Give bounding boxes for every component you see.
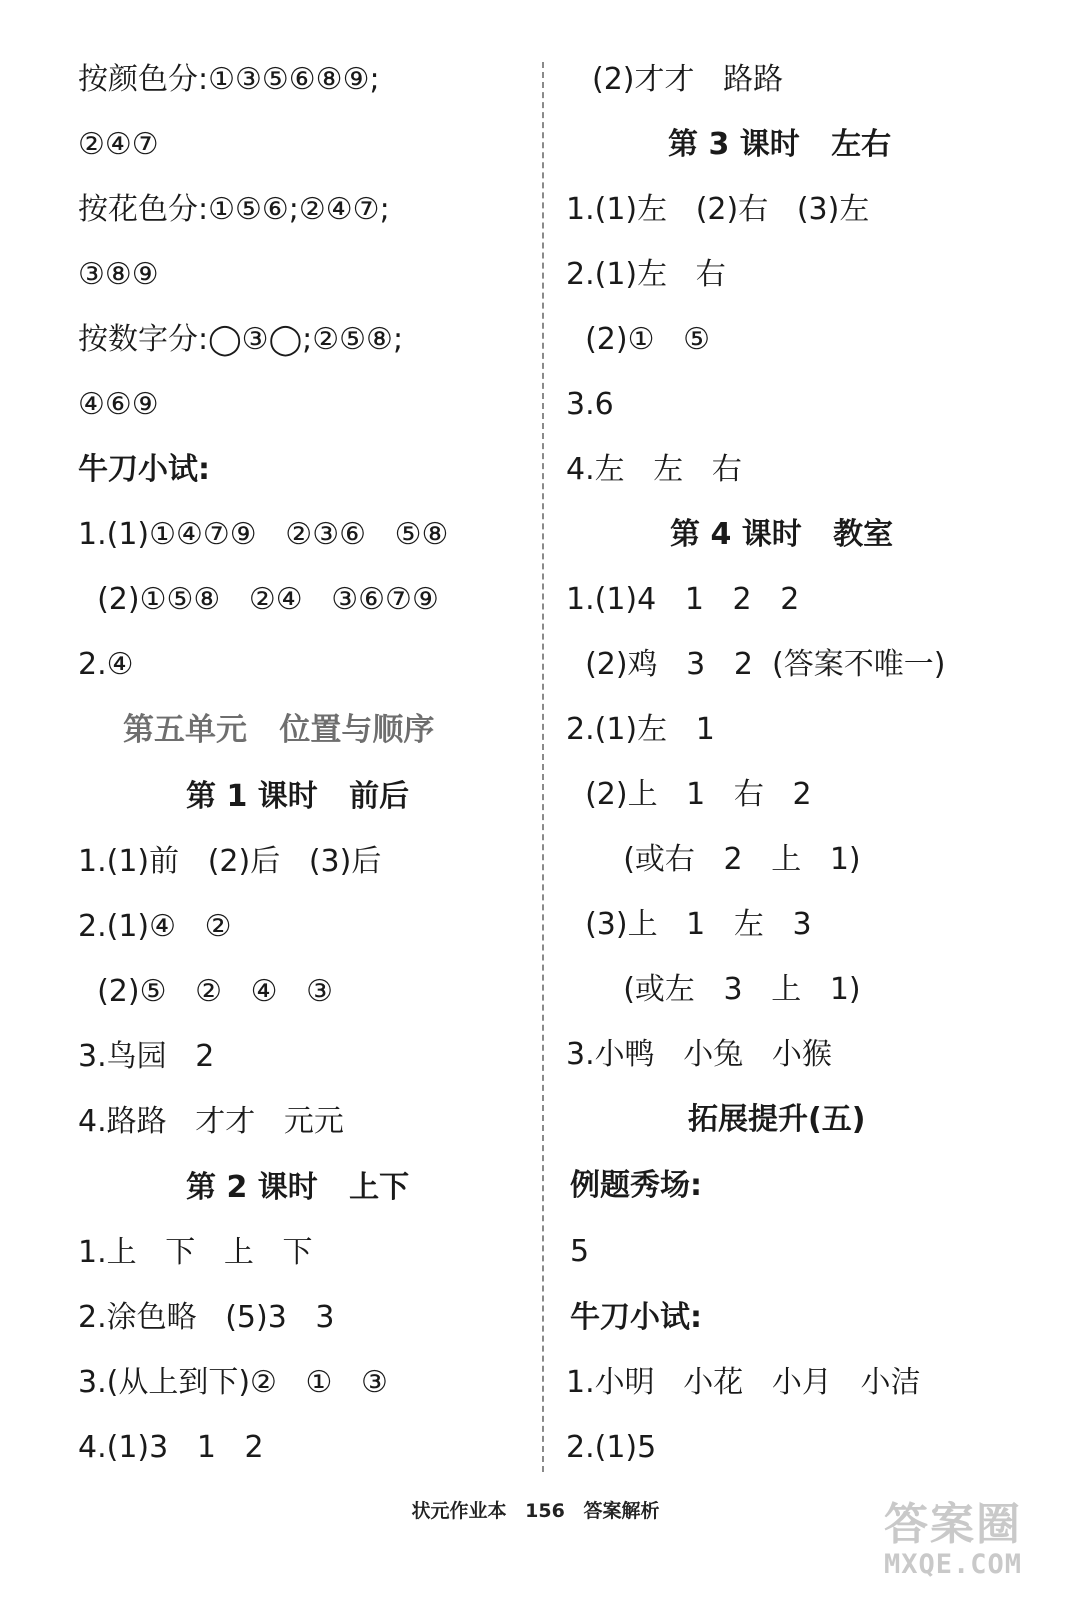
line-suit-sort: 按花色分:①⑤⑥;②④⑦; bbox=[78, 192, 390, 227]
answer-line: 3.小鸭 小兔 小猴 bbox=[566, 1037, 832, 1072]
answer-line: 3.6 bbox=[566, 387, 614, 422]
section-heading: 拓展提升(五) bbox=[688, 1102, 866, 1137]
answer-line: (2)①⑤⑧ ②④ ③⑥⑦⑨ bbox=[78, 582, 439, 617]
answer-line: 2.(1)④ ② bbox=[78, 909, 232, 944]
answer-line: 2.④ bbox=[78, 647, 134, 682]
watermark-logo: 答案圈 bbox=[884, 1499, 1022, 1550]
page-number: 156 bbox=[525, 1500, 565, 1522]
answer-line: 3.(从上到下)② ① ③ bbox=[78, 1365, 388, 1400]
answer-line: (2)鸡 3 2 (答案不唯一) bbox=[566, 647, 946, 682]
answer-line: 1.小明 小花 小月 小洁 bbox=[566, 1365, 921, 1400]
answer-line: 1.(1)前 (2)后 (3)后 bbox=[78, 844, 382, 879]
lesson-heading: 第 4 课时 教室 bbox=[670, 517, 894, 552]
answer-line: 1.(1)①④⑦⑨ ②③⑥ ⑤⑧ bbox=[78, 517, 449, 552]
watermark-url: MXQE.COM bbox=[883, 1549, 1023, 1580]
answer-line: (2)上 1 右 2 bbox=[566, 777, 812, 812]
answer-line: 1.(1)左 (2)右 (3)左 bbox=[566, 192, 870, 227]
answer-line: (2)① ⑤ bbox=[566, 322, 710, 357]
answer-line: (2)⑤ ② ④ ③ bbox=[78, 974, 333, 1009]
answer-line: 5 bbox=[570, 1234, 590, 1269]
section-title: 答案解析 bbox=[583, 1500, 660, 1522]
unit-heading: 第五单元 位置与顺序 bbox=[123, 712, 435, 748]
answer-line: 3.鸟园 2 bbox=[78, 1039, 215, 1074]
answer-line: 4.(1)3 1 2 bbox=[78, 1430, 264, 1465]
line-color-sort: 按颜色分:①③⑤⑥⑧⑨; bbox=[78, 62, 380, 97]
answer-line: 1.(1)4 1 2 2 bbox=[566, 582, 800, 617]
lesson-heading: 第 3 课时 左右 bbox=[668, 127, 892, 162]
answer-line: 2.涂色略 (5)3 3 bbox=[78, 1300, 335, 1335]
answer-line: 1.上 下 上 下 bbox=[78, 1235, 313, 1270]
practice-label: 牛刀小试: bbox=[570, 1300, 702, 1335]
answer-line: (3)上 1 左 3 bbox=[566, 907, 812, 942]
book-title: 状元作业本 bbox=[411, 1500, 507, 1522]
answer-line: (2)才才 路路 bbox=[592, 62, 784, 97]
answer-line: 2.(1)5 bbox=[566, 1430, 657, 1465]
line-number-sort-cont: ④⑥⑨ bbox=[78, 387, 159, 422]
answer-line: 4.左 左 右 bbox=[566, 452, 742, 487]
line-number-sort: 按数字分:◯③◯;②⑤⑧; bbox=[78, 322, 404, 357]
answer-line: 4.路路 才才 元元 bbox=[78, 1104, 344, 1139]
answer-line: 2.(1)左 右 bbox=[566, 257, 726, 292]
watermark bbox=[853, 1500, 1053, 1590]
lesson-heading: 第 1 课时 前后 bbox=[186, 779, 410, 814]
column-divider bbox=[542, 62, 544, 1472]
practice-label: 牛刀小试: bbox=[78, 452, 210, 487]
answer-line: (或右 2 上 1) bbox=[566, 842, 861, 877]
answer-line: (或左 3 上 1) bbox=[566, 972, 861, 1007]
line-suit-sort-cont: ③⑧⑨ bbox=[78, 257, 159, 292]
example-label: 例题秀场: bbox=[570, 1168, 702, 1203]
lesson-heading: 第 2 课时 上下 bbox=[186, 1170, 410, 1205]
answer-line: 2.(1)左 1 bbox=[566, 712, 715, 747]
line-color-sort-cont: ②④⑦ bbox=[78, 127, 159, 162]
